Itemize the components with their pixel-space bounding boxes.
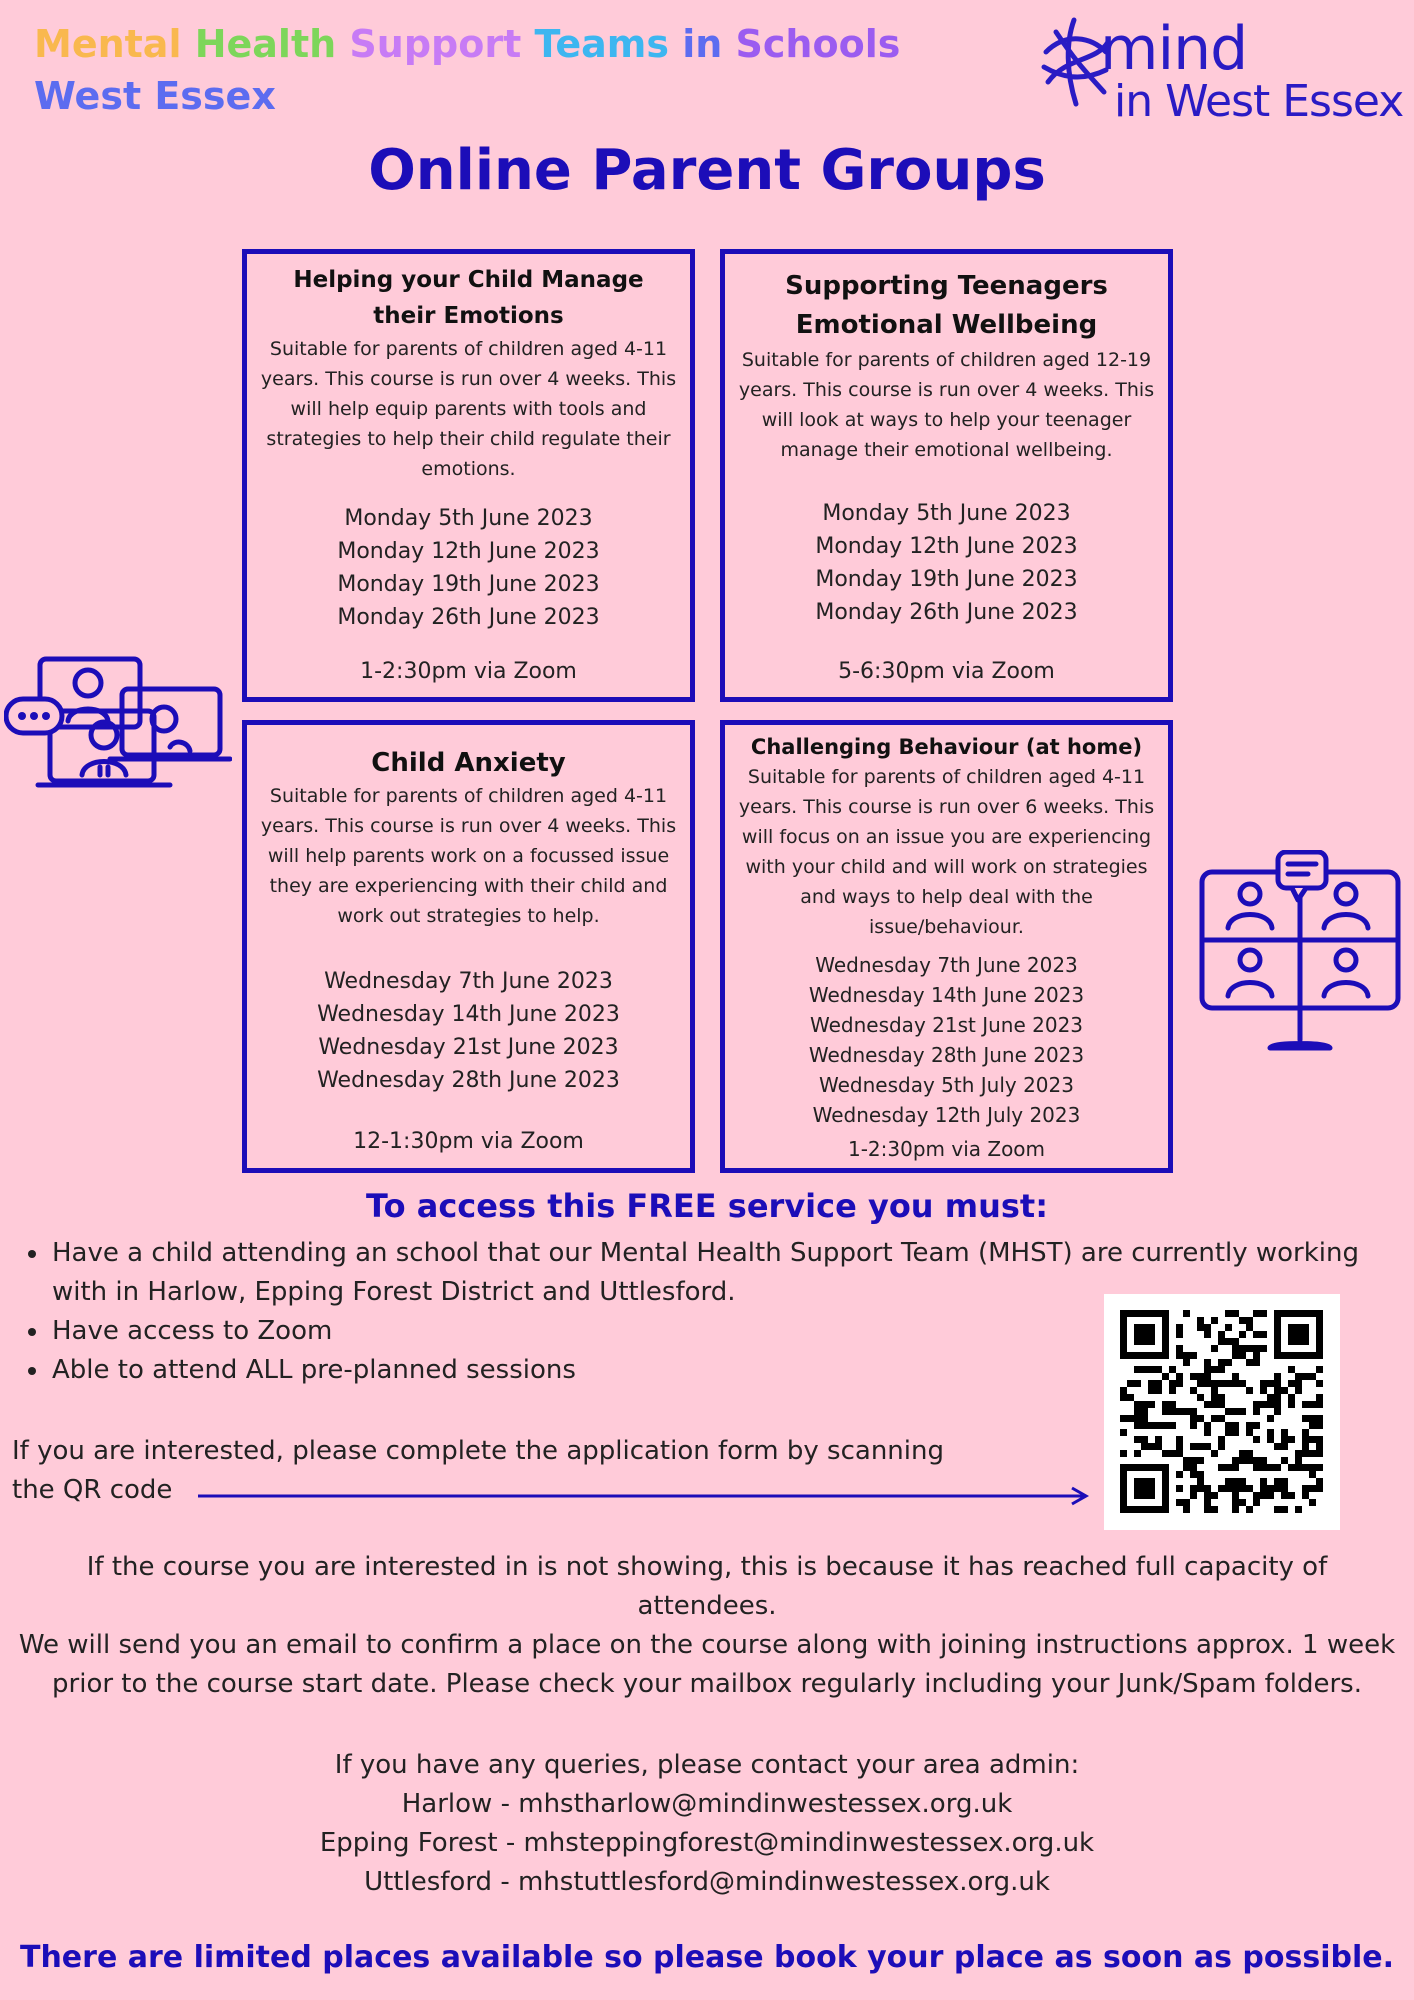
header-word: Health	[194, 22, 350, 66]
course-card-emotions	[242, 249, 695, 702]
course-date: Monday 5th June 2023	[822, 501, 1071, 526]
logo-region: in West Essex	[1114, 76, 1404, 127]
course-date: Monday 5th June 2023	[344, 506, 593, 531]
course-date: Wednesday 14th June 2023	[317, 1002, 620, 1027]
contact-area: Epping Forest	[319, 1828, 498, 1858]
course-date: Wednesday 12th July 2023	[812, 1103, 1081, 1127]
course-time: 5-6:30pm via Zoom	[838, 659, 1055, 684]
header-word: Mental	[34, 22, 195, 66]
course-date: Monday 12th June 2023	[815, 534, 1078, 559]
course-title: Supporting Teenagers Emotional Wellbeing	[785, 271, 1108, 340]
course-description: Suitable for parents of children aged 4-11 years. This course is run over 4 weeks. This will help equip parents with tools and strategies to help their child regulate their emotions.	[260, 338, 677, 480]
notice	[0, 1548, 1414, 1704]
course-time: 12-1:30pm via Zoom	[353, 1129, 584, 1154]
course-date: Wednesday 14th June 2023	[808, 983, 1085, 1007]
course-title: Child Anxiety	[371, 748, 566, 778]
course-date: Wednesday 28th June 2023	[317, 1068, 620, 1093]
course-dates	[725, 497, 1168, 629]
course-date: Monday 26th June 2023	[815, 600, 1078, 625]
header-subtitle: West Essex	[34, 74, 276, 118]
logo-word: mind	[1100, 14, 1248, 84]
course-time: 1-2:30pm via Zoom	[847, 1137, 1046, 1161]
header-word: in	[682, 22, 736, 66]
requirement-item: Have access to Zoom	[22, 1312, 1392, 1351]
requirement-item: Have a child attending an school that our Mental Health Support Team (MHST) are currently working with in Harlow, Epping Forest District and Uttlesford.	[22, 1234, 1392, 1312]
interest-text: If you are interested, please complete the application form by scanning the QR code	[12, 1436, 944, 1505]
page-title: Online Parent Groups	[368, 138, 1046, 203]
header-word: Support	[349, 22, 535, 66]
contact-email[interactable]: mhstuttlesford@mindinwestessex.org.uk	[517, 1867, 1050, 1897]
contacts-intro: If you have any queries, please contact your area admin:	[334, 1750, 1080, 1780]
course-date: Monday 19th June 2023	[337, 572, 600, 597]
requirement-item: Able to attend ALL pre-planned sessions	[22, 1351, 1392, 1390]
contact-area: Uttlesford	[364, 1867, 493, 1897]
course-date: Wednesday 7th June 2023	[815, 953, 1078, 977]
course-date: Wednesday 28th June 2023	[808, 1043, 1085, 1067]
notice-email: We will send you an email to confirm a place on the course along with joining instructions approx. 1 week prior to the course start date. Please check your mailbox regularly including your Junk/Spam folders.	[18, 1630, 1396, 1699]
course-time: 1-2:30pm via Zoom	[360, 659, 577, 684]
contacts	[0, 1746, 1414, 1902]
course-date: Monday 12th June 2023	[337, 539, 600, 564]
mind-logo	[1036, 10, 1408, 134]
arrow-right-icon	[196, 1484, 1096, 1508]
access-title: To access this FREE service you must:	[366, 1187, 1048, 1225]
contact-line: Epping Forest - mhsteppingforest@mindinwestessex.org.uk	[319, 1828, 1095, 1858]
notice-capacity: If the course you are interested in is not showing, this is because it has reached full capacity of attendees.	[86, 1552, 1328, 1621]
course-description: Suitable for parents of children aged 12-19 years. This course is run over 4 weeks. This will look at ways to help your teenager manage their emotional wellbeing.	[738, 349, 1155, 461]
contact-line: Harlow - mhstharlow@mindinwestessex.org.uk	[401, 1789, 1013, 1819]
course-card-behaviour	[720, 720, 1173, 1173]
qr-code-graphic	[1104, 1294, 1340, 1530]
course-date: Monday 19th June 2023	[815, 567, 1078, 592]
course-date: Wednesday 5th July 2023	[819, 1073, 1074, 1097]
video-call-laptops-icon	[4, 655, 232, 797]
header-title	[34, 18, 900, 70]
footer-message: There are limited places available so please book your place as soon as possible.	[19, 1940, 1395, 1975]
video-conference-monitor-icon	[1198, 850, 1404, 1054]
contact-line: Uttlesford - mhstuttlesford@mindinwestessex.org.uk	[364, 1867, 1050, 1897]
contact-email[interactable]: mhstharlow@mindinwestessex.org.uk	[518, 1789, 1013, 1819]
course-card-teenagers	[720, 249, 1173, 702]
course-dates	[247, 965, 690, 1097]
contact-email[interactable]: mhsteppingforest@mindinwestessex.org.uk	[523, 1828, 1095, 1858]
header-word: Teams	[534, 22, 683, 66]
course-description: Suitable for parents of children aged 4-11 years. This course is run over 4 weeks. This will help parents work on a focussed issue they are experiencing with their child and work out strategies to help.	[260, 785, 677, 927]
course-date: Monday 26th June 2023	[337, 605, 600, 630]
course-card-anxiety	[242, 720, 695, 1173]
course-title: Challenging Behaviour (at home)	[750, 735, 1143, 759]
course-date: Wednesday 7th June 2023	[324, 969, 613, 994]
course-title: Helping your Child Manage their Emotions	[293, 267, 644, 329]
course-date: Wednesday 21st June 2023	[809, 1013, 1084, 1037]
course-dates	[247, 502, 690, 634]
course-dates	[725, 950, 1168, 1130]
contact-area: Harlow	[401, 1789, 493, 1819]
header-word: Schools	[735, 22, 901, 66]
course-description: Suitable for parents of children aged 4-11 years. This course is run over 6 weeks. This will focus on an issue you are experiencing with your child and will work on strategies and ways to help deal with the issue/behaviour.	[738, 766, 1155, 938]
course-date: Wednesday 21st June 2023	[318, 1035, 619, 1060]
qr-code[interactable]	[1104, 1294, 1340, 1530]
